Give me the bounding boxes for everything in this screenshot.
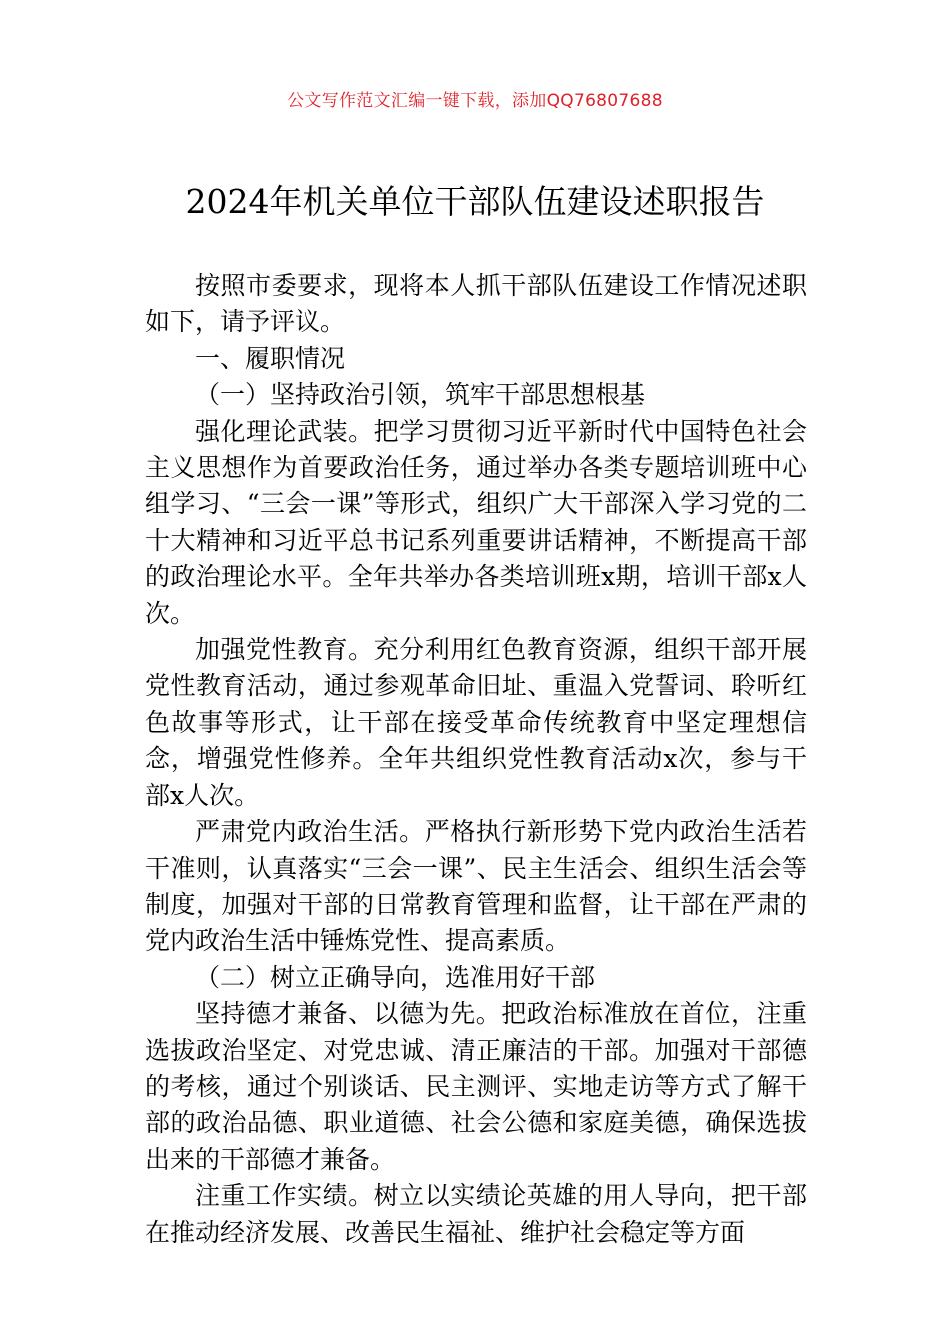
paragraph: 加强党性教育。充分利用红色教育资源，组织干部开展党性教育活动，通过参观革命旧址、重温入党誓词、聆听红色故事等形式，让干部在接受革命传统教育中坚定理想信念，增强党性修养。全年共组织党性教育活动x次，参与干部x人次。 <box>145 635 807 810</box>
document-body <box>145 268 807 1251</box>
paragraph: 按照市委要求，现将本人抓干部队伍建设工作情况述职如下，请予评议。 <box>145 271 807 337</box>
paragraph: 严肃党内政治生活。严格执行新形势下党内政治生活若干准则，认真落实“三会一课”、民主生活会、组织生活会等制度，加强对干部的日常教育管理和监督，让干部在严肃的党内政治生活中锤炼党性、提高素质。 <box>145 817 807 956</box>
paragraph: 强化理论武装。把学习贯彻习近平新时代中国特色社会主义思想作为首要政治任务，通过举办各类专题培训班中心组学习、“三会一课”等形式，组织广大干部深入学习党的二十大精神和习近平总书记系列重要讲话精神，不断提高干部的政治理论水平。全年共举办各类培训班x期，培训干部x人次。 <box>145 416 807 628</box>
subsection-heading: （二）树立正确导向，选准用好干部 <box>195 962 596 992</box>
document-title: 2024年机关单位干部队伍建设述职报告 <box>185 182 765 221</box>
subsection-heading: （一）坚持政治引领，筑牢干部思想根基 <box>195 380 646 410</box>
section-heading: 一、履职情况 <box>195 343 346 373</box>
download-watermark: 公文写作范文汇编一键下载，添加QQ76807688 <box>287 91 663 111</box>
paragraph: 坚持德才兼备、以德为先。把政治标准放在首位，注重选拔政治坚定、对党忠诚、清正廉洁的干部。加强对干部德的考核，通过个别谈话、民主测评、实地走访等方式了解干部的政治品德、职业道德、社会公德和家庭美德，确保选拔出来的干部德才兼备。 <box>145 999 807 1174</box>
paragraph: 注重工作实绩。树立以实绩论英雄的用人导向，把干部在推动经济发展、改善民生福祉、维护社会稳定等方面 <box>145 1181 807 1247</box>
